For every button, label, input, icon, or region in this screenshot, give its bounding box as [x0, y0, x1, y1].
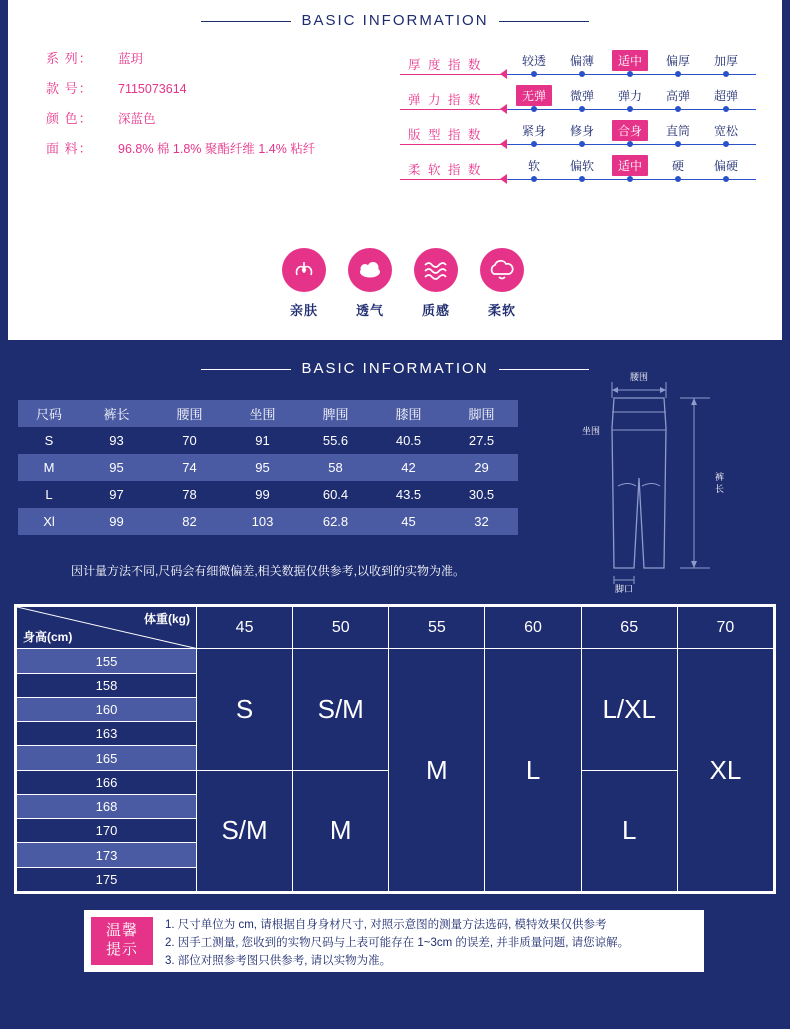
cell-size: Xl: [43, 514, 55, 529]
feature-label: 柔软: [487, 303, 516, 318]
tips-badge-line1: 温馨: [105, 922, 138, 940]
cell-value: 42: [401, 460, 416, 475]
breathable-cloud-icon: [348, 248, 392, 292]
index-option[interactable]: 直筒: [665, 124, 691, 138]
index-option[interactable]: 加厚: [713, 54, 739, 68]
spec-list: [46, 48, 376, 168]
cell-value: 78: [182, 487, 197, 502]
size-measurement-table: [18, 400, 518, 535]
cell-value: 32: [474, 514, 489, 529]
table-header-row: [18, 400, 518, 427]
cell-value: 60.4: [322, 487, 349, 502]
spec-row: [46, 48, 376, 67]
matrix-cell: M: [389, 649, 485, 892]
matrix-cell: S: [197, 649, 293, 770]
index-option[interactable]: 偏薄: [569, 54, 595, 68]
index-dot: [675, 141, 681, 147]
arrow-right-icon: [500, 104, 507, 114]
spec-value: 96.8% 棉 1.8% 聚酯纤维 1.4% 粘纤: [118, 142, 316, 156]
tips-panel: [84, 910, 704, 972]
column-header: 脚围: [468, 407, 495, 422]
matrix-cell: L: [485, 649, 581, 892]
matrix-height-row: 173: [17, 843, 197, 867]
cell-value: 70: [182, 433, 197, 448]
tips-badge: [91, 917, 153, 965]
soft-cloud-icon: [480, 248, 524, 292]
matrix-weight-col: 55: [389, 607, 485, 649]
matrix-weight-col: 50: [293, 607, 389, 649]
spec-key: 款 号：: [46, 81, 93, 96]
texture-wave-icon: [414, 248, 458, 292]
matrix-weight-col: 45: [197, 607, 293, 649]
cell-value: 62.8: [322, 514, 349, 529]
index-option-active[interactable]: 合身: [612, 120, 648, 141]
index-dot: [579, 141, 585, 147]
index-option[interactable]: 较透: [521, 54, 547, 68]
matrix-cell: S/M: [197, 770, 293, 891]
cell-value: 45: [401, 514, 416, 529]
matrix-cell: L/XL: [581, 649, 677, 770]
index-option-active[interactable]: 适中: [612, 50, 648, 71]
top-section-title: [8, 0, 782, 29]
bottom-section-title-text: BASIC INFORMATION: [301, 360, 489, 377]
index-option[interactable]: 高弹: [665, 89, 691, 103]
index-dot: [627, 71, 633, 77]
matrix-row: [17, 649, 774, 673]
index-dot: [531, 176, 537, 182]
index-dot: [675, 176, 681, 182]
diagram-label-hip: 坐围: [582, 426, 601, 436]
skin-friendly-icon: [282, 248, 326, 292]
matrix-height-label: 身高(cm): [23, 630, 73, 645]
size-recommendation-matrix: [14, 604, 776, 894]
diagram-label-waist: 腰围: [629, 372, 649, 382]
matrix-weight-col: 70: [677, 607, 773, 649]
spec-value: 7115073614: [118, 82, 187, 96]
spec-row: [46, 108, 376, 127]
matrix-height-row: 170: [17, 819, 197, 843]
index-name: 版 型 指 数: [408, 128, 483, 142]
index-option[interactable]: 偏硬: [713, 159, 739, 173]
cell-value: 99: [255, 487, 270, 502]
cell-value: 58: [328, 460, 343, 475]
table-row: [18, 481, 518, 508]
table-row: [18, 454, 518, 481]
matrix-height-row: 158: [17, 673, 197, 697]
cell-size: S: [44, 433, 54, 448]
matrix-weight-col: 65: [581, 607, 677, 649]
index-dot: [531, 71, 537, 77]
feature-label: 亲肤: [289, 303, 318, 318]
index-option[interactable]: 偏软: [569, 159, 595, 173]
index-option-active[interactable]: 适中: [612, 155, 648, 176]
feature-skin-friendly: [278, 248, 330, 319]
tips-item: 3. 部位对照参考图只供参考, 请以实物为准。: [165, 954, 392, 967]
spec-key: 颜 色：: [46, 111, 93, 126]
index-dot: [675, 71, 681, 77]
index-dot: [627, 176, 633, 182]
feature-label: 质感: [421, 303, 450, 318]
cell-value: 74: [182, 460, 197, 475]
column-header: 尺码: [35, 407, 62, 422]
index-name: 厚 度 指 数: [408, 58, 483, 72]
title-rule-left: [201, 369, 291, 370]
index-row-elasticity: [400, 87, 760, 122]
matrix-height-row: 166: [17, 770, 197, 794]
diagram-label-length2: 长: [715, 484, 725, 494]
feature-soft: [476, 248, 528, 319]
matrix-header-row: [17, 607, 774, 649]
arrow-right-icon: [500, 69, 507, 79]
index-options: [508, 87, 760, 113]
matrix-height-row: 168: [17, 794, 197, 818]
tips-item: 1. 尺寸单位为 cm, 请根据自身身材尺寸, 对照示意图的测量方法选码, 模特效果仅供参考: [165, 919, 607, 931]
index-option[interactable]: 软: [527, 159, 541, 173]
index-option[interactable]: 宽松: [713, 124, 739, 138]
matrix-height-row: 160: [17, 697, 197, 721]
index-dot: [723, 71, 729, 77]
matrix-height-row: 165: [17, 746, 197, 770]
diagram-label-length: 裤: [715, 472, 725, 482]
column-header: 腰围: [176, 407, 203, 422]
cell-size: L: [45, 487, 53, 502]
spec-key: 系 列：: [46, 51, 93, 66]
index-options: [508, 52, 760, 78]
index-option[interactable]: 硬: [671, 159, 685, 173]
matrix-axis-corner: [17, 607, 197, 649]
tips-list: [153, 910, 637, 972]
index-underline: [400, 74, 510, 75]
feature-texture: [410, 248, 462, 319]
index-name: 柔 软 指 数: [408, 163, 483, 177]
index-options: [508, 122, 760, 148]
spec-key: 面 料：: [46, 141, 93, 156]
index-option[interactable]: 弹力: [617, 89, 643, 103]
index-block: [400, 52, 760, 192]
pants-measurement-diagram: [560, 368, 775, 593]
basic-information-panel: [8, 0, 782, 340]
index-option[interactable]: 紧身: [521, 124, 547, 138]
index-dot: [627, 141, 633, 147]
index-dot: [627, 106, 633, 112]
index-dot: [531, 106, 537, 112]
size-table-note: 因计量方法不同,尺码会有细微偏差,相关数据仅供参考,以收到的实物为准。: [70, 564, 465, 578]
spec-value: 蓝玥: [118, 52, 144, 66]
column-header: 裤长: [103, 407, 130, 422]
index-dot: [579, 106, 585, 112]
table-row: [18, 508, 518, 535]
matrix-height-row: 163: [17, 722, 197, 746]
index-option[interactable]: 偏厚: [665, 54, 691, 68]
cell-value: 55.6: [322, 433, 349, 448]
matrix-cell: L: [581, 770, 677, 891]
column-header: 膝围: [395, 407, 422, 422]
cell-value: 30.5: [468, 487, 495, 502]
index-dot: [723, 106, 729, 112]
cell-value: 82: [182, 514, 197, 529]
title-rule-left: [201, 21, 291, 22]
column-header: 坐围: [249, 407, 276, 422]
index-dot: [723, 141, 729, 147]
cell-value: 95: [255, 460, 270, 475]
arrow-right-icon: [500, 139, 507, 149]
matrix-height-row: 155: [17, 649, 197, 673]
index-dot: [675, 106, 681, 112]
top-section-title-text: BASIC INFORMATION: [301, 12, 489, 29]
cell-value: 97: [109, 487, 124, 502]
matrix-cell: M: [293, 770, 389, 891]
tips-item: 2. 因手工测量, 您收到的实物尺码与上表可能存在 1~3cm 的误差, 并非质量问题, 请您谅解。: [165, 936, 630, 949]
index-dot: [579, 176, 585, 182]
matrix-weight-label: 体重(kg): [144, 612, 190, 626]
feature-icon-row: [278, 248, 528, 319]
matrix-height-row: 175: [17, 867, 197, 891]
column-header: 脾围: [322, 407, 349, 422]
index-underline: [400, 144, 510, 145]
cell-size: M: [43, 460, 55, 475]
index-dot: [531, 141, 537, 147]
feature-label: 透气: [355, 303, 384, 318]
index-underline: [400, 179, 510, 180]
index-row-thickness: [400, 52, 760, 87]
cell-value: 93: [109, 433, 124, 448]
index-name: 弹 力 指 数: [408, 93, 483, 107]
cell-value: 29: [474, 460, 489, 475]
arrow-right-icon: [500, 174, 507, 184]
matrix-weight-col: 60: [485, 607, 581, 649]
index-option[interactable]: 修身: [569, 124, 595, 138]
cell-value: 95: [109, 460, 124, 475]
diagram-label-cuff: 脚口: [614, 584, 634, 593]
tips-badge-line2: 提示: [105, 941, 138, 958]
index-options: [508, 157, 760, 183]
matrix-cell: XL: [677, 649, 773, 892]
index-option-active[interactable]: 无弹: [516, 85, 552, 106]
spec-row: [46, 138, 376, 157]
title-rule-right: [499, 21, 589, 22]
index-dot: [579, 71, 585, 77]
matrix-cell: S/M: [293, 649, 389, 770]
index-dot: [723, 176, 729, 182]
matrix-table: [16, 606, 774, 892]
index-option[interactable]: 超弹: [713, 89, 739, 103]
cell-value: 43.5: [395, 487, 422, 502]
table-row: [18, 427, 518, 454]
cell-value: 40.5: [395, 433, 422, 448]
spec-row: [46, 78, 376, 97]
cell-value: 99: [109, 514, 124, 529]
index-row-fit: [400, 122, 760, 157]
cell-value: 91: [255, 433, 270, 448]
feature-breathable: [344, 248, 396, 319]
cell-value: 27.5: [468, 433, 495, 448]
cell-value: 103: [251, 514, 274, 529]
index-row-softness: [400, 157, 760, 192]
index-underline: [400, 109, 510, 110]
spec-value: 深蓝色: [118, 112, 156, 126]
index-option[interactable]: 微弹: [569, 89, 595, 103]
